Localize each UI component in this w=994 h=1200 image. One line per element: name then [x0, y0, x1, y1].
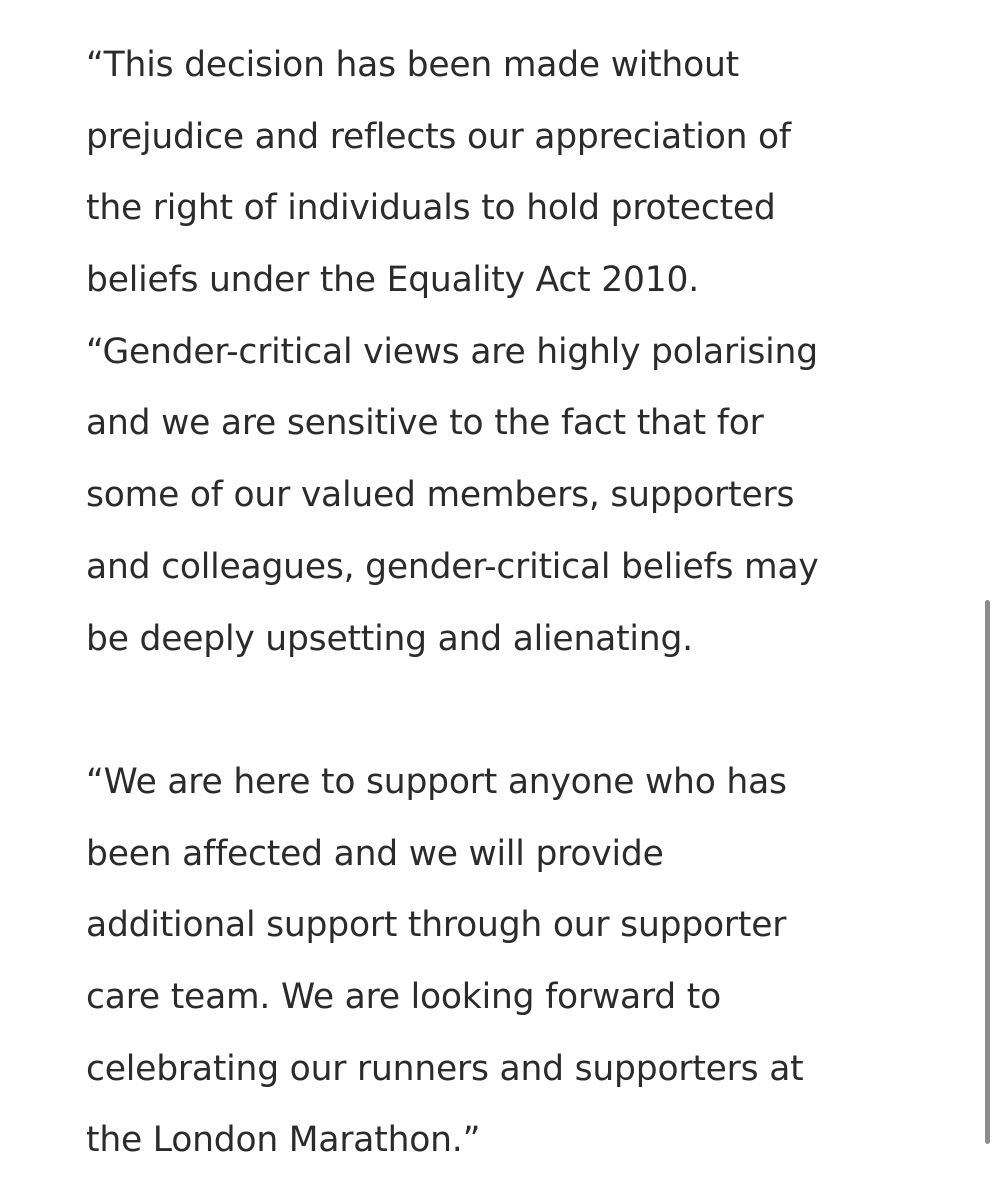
text-line: additional support through our supporter — [86, 905, 787, 946]
paragraph-support — [86, 747, 926, 1177]
text-line: the London Marathon.” — [86, 1120, 481, 1161]
text-line: “We are here to support anyone who has — [86, 761, 787, 802]
paragraph-spacer — [86, 675, 926, 747]
text-line: care team. We are looking forward to — [86, 976, 721, 1017]
text-line: and we are sensitive to the fact that for — [86, 403, 764, 444]
text-line: beliefs under the Equality Act 2010. — [86, 260, 700, 301]
vertical-scrollbar[interactable] — [985, 600, 990, 1144]
text-line: “Gender-critical views are highly polarising — [86, 331, 818, 372]
paragraph-decision — [86, 30, 926, 317]
text-line: and colleagues, gender-critical beliefs may — [86, 546, 819, 587]
text-line: the right of individuals to hold protected — [86, 188, 776, 229]
text-line: prejudice and reflects our appreciation of — [86, 116, 791, 157]
text-line: celebrating our runners and supporters at — [86, 1048, 804, 1089]
article-body — [86, 30, 926, 1177]
text-line: some of our valued members, supporters — [86, 475, 795, 516]
text-line: “This decision has been made without — [86, 45, 739, 85]
text-line: been affected and we will provide — [86, 833, 664, 874]
paragraph-gender-critical — [86, 317, 926, 675]
text-line: be deeply upsetting and alienating. — [86, 618, 693, 659]
